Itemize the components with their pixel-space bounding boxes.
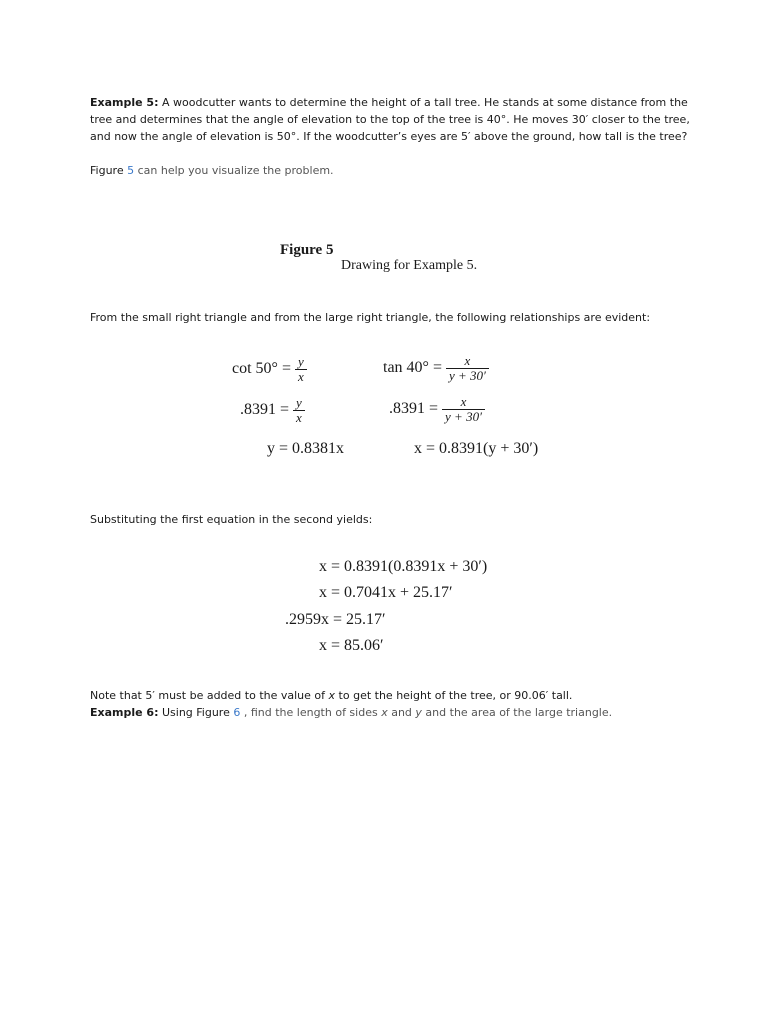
figure-6-link[interactable]: 6 [233,706,241,719]
sub-eq-1: x = 0.8391(0.8391x + 30′) [319,558,488,575]
example6-var-y: y [415,706,422,719]
example5-text: A woodcutter wants to determine the height of a tall tree. He stands at some distance from the tree and determines that the angle of elevation to the top of the tree is 40°. He moves 30′ closer to the tree, and now the angle of elevation is 50°. If the woodcutter’s eyes are 5′ above the ground, how tall is the tree? [90,96,690,143]
example5-paragraph [90,94,690,145]
right-eq1-den: y + 30′ [448,368,486,383]
right-eq-2 [389,395,485,424]
example6-var-x: x [381,706,388,719]
example5-label: Example 5: [90,96,159,109]
right-eq-1 [383,354,489,383]
right-eq2-num: x [442,395,485,410]
example6-label: Example 6: [90,706,159,719]
right-eq-3: x = 0.8391(y + 30′) [414,440,539,457]
example6-text-after: , find the length of sides [240,706,382,719]
sub-eq-3: .2959x = 25.17′ [285,611,386,628]
note-paragraph [90,687,690,704]
figure-5-link[interactable]: 5 [127,164,135,177]
left-eq-1 [232,355,307,384]
note-var-x: x [328,689,336,702]
substituting-text: Substituting the first equation in the second yields: [90,513,373,526]
figure-ref-after: can help you visualize the problem. [134,164,334,177]
right-eq1-lhs: tan 40° = [383,359,442,377]
left-eq-2 [240,396,305,425]
left-eq2-den: x [296,410,302,425]
right-eq1-num: x [446,354,489,369]
example6-text-before: Using Figure [158,706,234,719]
example6-paragraph [90,704,690,721]
left-eq2-num: y [293,396,305,411]
right-eq2-den: y + 30′ [445,409,482,424]
note-after: to get the height of the tree, or 90.06′ tall. [335,689,573,702]
figure-ref-line [90,162,690,179]
example6-end: and the area of the large triangle. [421,706,613,719]
sub-eq-2: x = 0.7041x + 25.17′ [319,584,453,601]
right-eq2-lhs: .8391 = [389,400,439,418]
note-before: Note that 5′ must be added to the value of [90,689,329,702]
left-eq-3: y = 0.8381x [267,440,345,457]
sub-eq-4: x = 85.06′ [319,637,384,654]
example6-and: and [387,706,416,719]
figure-caption: Drawing for Example 5. [341,258,478,273]
left-eq1-lhs: cot 50° = [232,360,291,378]
left-eq1-den: x [297,369,304,384]
relationships-text: From the small right triangle and from the large right triangle, the following relationships are evident: [90,311,651,324]
left-eq2-lhs: .8391 = [240,401,290,419]
left-eq1-num: y [295,355,307,370]
figure-title: Figure 5 [280,242,334,258]
figure-ref-before: Figure [90,164,128,177]
